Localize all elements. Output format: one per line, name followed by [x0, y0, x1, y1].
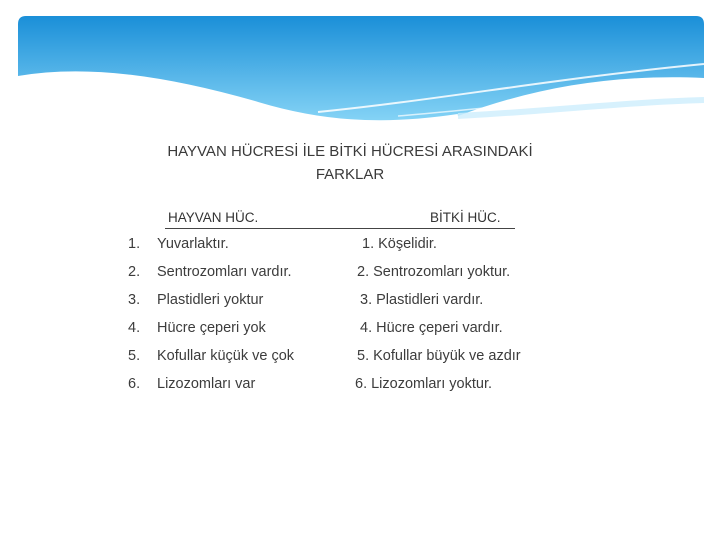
animal-cell: Plastidleri yoktur: [157, 292, 264, 308]
plant-cell: 6. Lizozomları yoktur.: [355, 376, 492, 392]
comparison-row: [0, 236, 720, 264]
comparison-row: [0, 292, 720, 320]
comparison-row: [0, 264, 720, 292]
row-number: 2.: [128, 264, 141, 280]
column-header-plant: BİTKİ HÜC.: [430, 210, 501, 225]
header-wave-graphic: [18, 16, 704, 128]
comparison-row: [0, 320, 720, 348]
row-number: 5.: [128, 348, 141, 364]
row-number: 6.: [128, 376, 141, 392]
row-number: 1.: [128, 236, 141, 252]
row-number: 3.: [128, 292, 141, 308]
slide-title: [150, 140, 550, 186]
animal-cell: Hücre çeperi yok: [157, 320, 266, 336]
plant-cell: 5. Kofullar büyük ve azdır: [357, 348, 521, 364]
plant-cell: 3. Plastidleri vardır.: [360, 292, 484, 308]
header-underline: [165, 228, 515, 229]
column-header-animal: HAYVAN HÜC.: [168, 210, 259, 225]
comparison-row: [0, 348, 720, 376]
title-line-2: FARKLAR: [315, 166, 385, 183]
animal-cell: Kofullar küçük ve çok: [157, 348, 295, 364]
plant-cell: 4. Hücre çeperi vardır.: [360, 320, 503, 336]
plant-cell: 2. Sentrozomları yoktur.: [357, 264, 511, 280]
animal-cell: Yuvarlaktır.: [157, 236, 229, 252]
header-wave-band: [18, 16, 704, 128]
plant-cell: 1. Köşelidir.: [362, 236, 437, 252]
animal-cell: Lizozomları var: [157, 376, 256, 392]
animal-cell: Sentrozomları vardır.: [157, 264, 292, 280]
row-number: 4.: [128, 320, 141, 336]
title-line-1: HAYVAN HÜCRESİ İLE BİTKİ HÜCRESİ ARASINDAKİ: [167, 143, 533, 160]
comparison-row: [0, 376, 720, 404]
